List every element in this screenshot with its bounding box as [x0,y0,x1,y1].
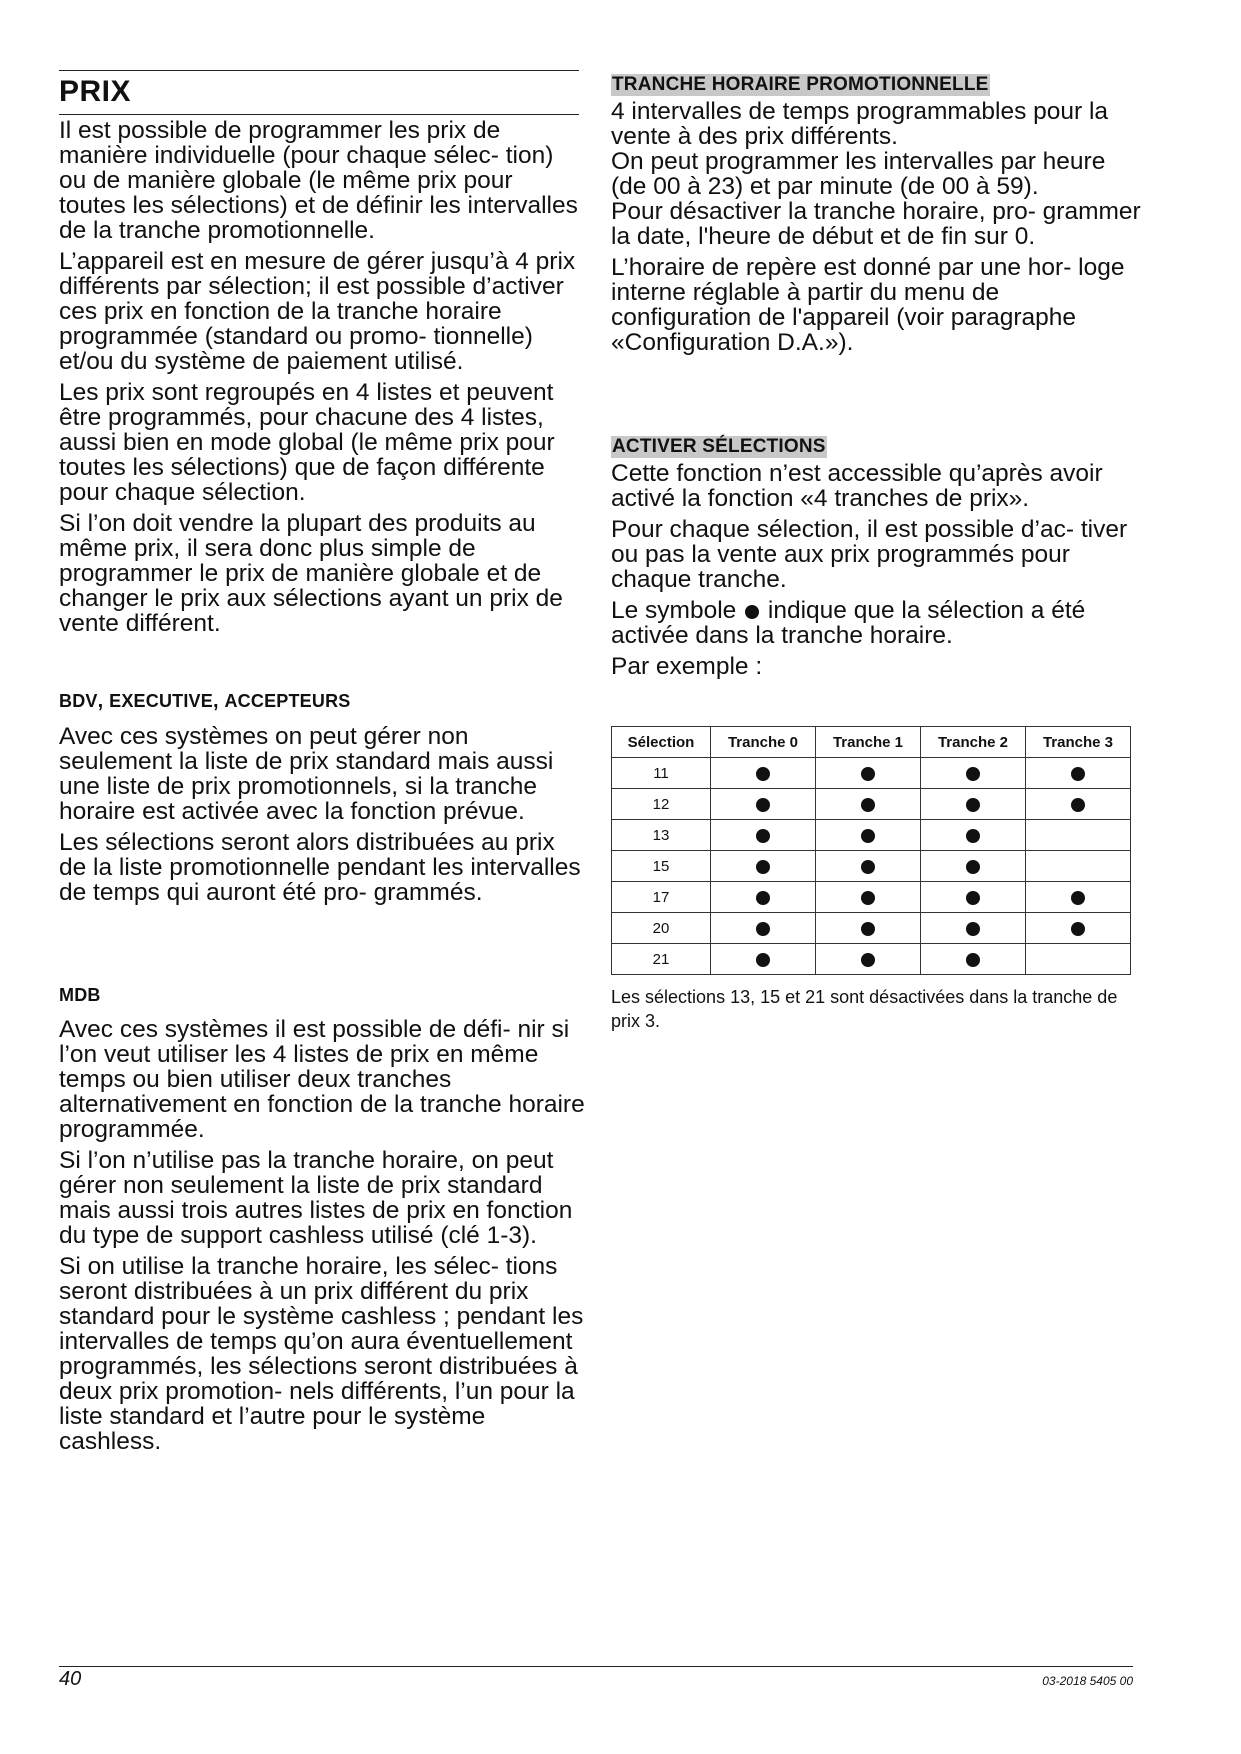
tranche-cell [711,851,816,882]
active-dot-icon [861,860,875,874]
document-reference: 03-2018 5405 00 [1042,1674,1133,1688]
tranche-cell [816,820,921,851]
active-dot-icon [756,891,770,905]
active-dot-icon [966,891,980,905]
intro-paragraph: Si l’on doit vendre la plupart des produits au même prix, il sera donc plus simple de programmer le prix de manière globale et de changer le prix aux sélections ayant un prix de vente différent. [59,510,563,637]
tranche-cell [816,882,921,913]
active-dot-icon [756,860,770,874]
table-header-row [612,727,1131,758]
mdb-paragraph: Avec ces systèmes il est possible de défi- nir si l’on veut utiliser les 4 listes de prix en même temps ou bien utiliser deux tranches alternativement en fonction de la tranche horaire programmée. [59,1016,585,1143]
selection-number-cell: 15 [612,851,711,882]
tranche-cell [816,851,921,882]
active-dot-icon [756,798,770,812]
active-dot-icon [966,829,980,843]
activer-paragraph: Cette fonction n’est accessible qu’après avoir activé la fonction «4 tranches de prix». [611,460,1103,512]
symbol-text-after: indique que la sélection a été activée dans la tranche horaire. [611,597,1086,649]
tranche-cell [1026,944,1131,975]
intro-paragraph: Il est possible de programmer les prix de manière individuelle (pour chaque sélec- tion) ou de manière globale (le même prix pour toutes les sélections) et de définir les intervalles de la tranche promotionnelle. [59,117,578,244]
table-header-cell: Sélection [612,727,711,758]
tranche-paragraph: On peut programmer les intervalles par heure (de 00 à 23) et par minute (de 00 à 59). [611,148,1106,200]
active-dot-icon [966,767,980,781]
selection-table [611,726,1131,975]
tranche-cell [816,758,921,789]
activer-symbol-paragraph [611,598,1146,648]
bullet-dot-icon [745,605,759,619]
active-dot-icon [861,767,875,781]
mdb-paragraph: Si on utilise la tranche horaire, les sélec- tions seront distribuées à un prix différent du prix standard pour le système cashless ; pendant les intervalles de temps qu’on aura éventuellement programmés, les sélections seront distribuées à deux prix promotion- nels différents, l’un pour la liste standard et l’autre pour le système cashless. [59,1253,584,1455]
tranche-cell [711,913,816,944]
table-row [612,913,1131,944]
tranche-cell [711,789,816,820]
table-row [612,944,1131,975]
table-body [612,758,1131,975]
table-caption: Les sélections 13, 15 et 21 sont désactivées dans la tranche de prix 3. [611,987,1118,1031]
active-dot-icon [756,829,770,843]
selection-number-cell: 21 [612,944,711,975]
active-dot-icon [756,922,770,936]
tranche-cell [921,913,1026,944]
tranche-cell [921,851,1026,882]
bdv-paragraph: Avec ces systèmes on peut gérer non seulement la liste de prix standard mais aussi une liste de prix promotionnels, si la tranche horaire est activée avec la fonction prévue. [59,723,554,825]
bdv-heading [59,690,350,712]
activer-paragraph: Pour chaque sélection, il est possible d’ac- tiver ou pas la vente aux prix programmés pour chaque tranche. [611,516,1128,593]
table-row [612,882,1131,913]
activer-section [611,436,1146,685]
tranche-cell [816,944,921,975]
bdv-heading-executive: EXECUTIVE [109,691,213,711]
title-top-rule [59,70,579,71]
tranche-paragraph: L’horaire de repère est donné par une hor- loge interne réglable à partir du menu de configuration de l'appareil (voir paragraphe «Configuration D.A.»). [611,254,1125,356]
tranche-cell [1026,913,1131,944]
selection-number-cell: 20 [612,913,711,944]
active-dot-icon [1071,922,1085,936]
table-row [612,758,1131,789]
active-dot-icon [966,922,980,936]
tranche-cell [711,882,816,913]
selection-number-cell: 17 [612,882,711,913]
active-dot-icon [861,922,875,936]
tranche-cell [816,789,921,820]
table-header-cell: Tranche 2 [921,727,1026,758]
active-dot-icon [1071,798,1085,812]
tranche-cell [1026,758,1131,789]
title-underline [59,114,579,115]
active-dot-icon [966,798,980,812]
active-dot-icon [861,829,875,843]
active-dot-icon [1071,891,1085,905]
tranche-cell [921,789,1026,820]
tranche-cell [711,820,816,851]
tranche-cell [816,913,921,944]
tranche-cell [921,758,1026,789]
tranche-cell [711,944,816,975]
table-row [612,851,1131,882]
tranche-heading: TRANCHE HORAIRE PROMOTIONNELLE [612,74,989,95]
tranche-cell [1026,789,1131,820]
tranche-section [611,74,1146,361]
bdv-paragraph: Les sélections seront alors distribuées au prix de la liste promotionnelle pendant les intervalles de temps qui auront été pro- grammés. [59,829,581,906]
tranche-cell [1026,851,1131,882]
tranche-cell [921,882,1026,913]
bdv-heading-accepteurs: ACCEPTEURS [224,691,351,711]
intro-section [59,118,584,642]
active-dot-icon [861,798,875,812]
tranche-cell [711,758,816,789]
active-dot-icon [756,953,770,967]
bdv-heading-separator: , [97,690,110,712]
selection-number-cell: 11 [612,758,711,789]
active-dot-icon [966,953,980,967]
bdv-heading-bdv: BDV [59,691,98,711]
bdv-section [59,724,584,911]
example-label: Par exemple : [611,653,763,680]
table-header-cell: Tranche 0 [711,727,816,758]
selection-number-cell: 13 [612,820,711,851]
tranche-paragraph: Pour désactiver la tranche horaire, pro- grammer la date, l'heure de début et de fin sur 0. [611,198,1141,250]
table-header-cell: Tranche 3 [1026,727,1131,758]
mdb-paragraph: Si l’on n’utilise pas la tranche horaire, on peut gérer non seulement la liste de prix standard mais aussi trois autres listes de prix en fonction du type de support cashless utilisé (clé 1-3). [59,1147,573,1249]
table-row [612,789,1131,820]
symbol-text-before: Le symbole [611,597,737,624]
tranche-cell [1026,820,1131,851]
active-dot-icon [966,860,980,874]
tranche-cell [921,820,1026,851]
table-row [612,820,1131,851]
tranche-cell [921,944,1026,975]
mdb-heading: MDB [59,985,101,1005]
page-number: 40 [59,1668,82,1690]
table-header-cell: Tranche 1 [816,727,921,758]
active-dot-icon [1071,767,1085,781]
page-title: PRIX [59,75,132,108]
active-dot-icon [861,953,875,967]
active-dot-icon [861,891,875,905]
intro-paragraph: Les prix sont regroupés en 4 listes et peuvent être programmés, pour chacune des 4 listes, aussi bien en mode global (le même prix pour toutes les sélections) que de façon différente pour chaque sélection. [59,379,555,506]
mdb-section [59,1017,589,1460]
active-dot-icon [756,767,770,781]
activer-heading: ACTIVER SÉLECTIONS [612,436,826,457]
tranche-cell [1026,882,1131,913]
selection-number-cell: 12 [612,789,711,820]
tranche-paragraph: 4 intervalles de temps programmables pour la vente à des prix différents. [611,98,1109,150]
intro-paragraph: L’appareil est en mesure de gérer jusqu’à 4 prix différents par sélection; il est possible d’activer ces prix en fonction de la tranche horaire programmée (standard ou promo- tionnelle) et/ou du système de paiement utilisé. [59,248,576,375]
footer-rule [59,1666,1133,1667]
bdv-heading-separator: , [212,690,225,712]
